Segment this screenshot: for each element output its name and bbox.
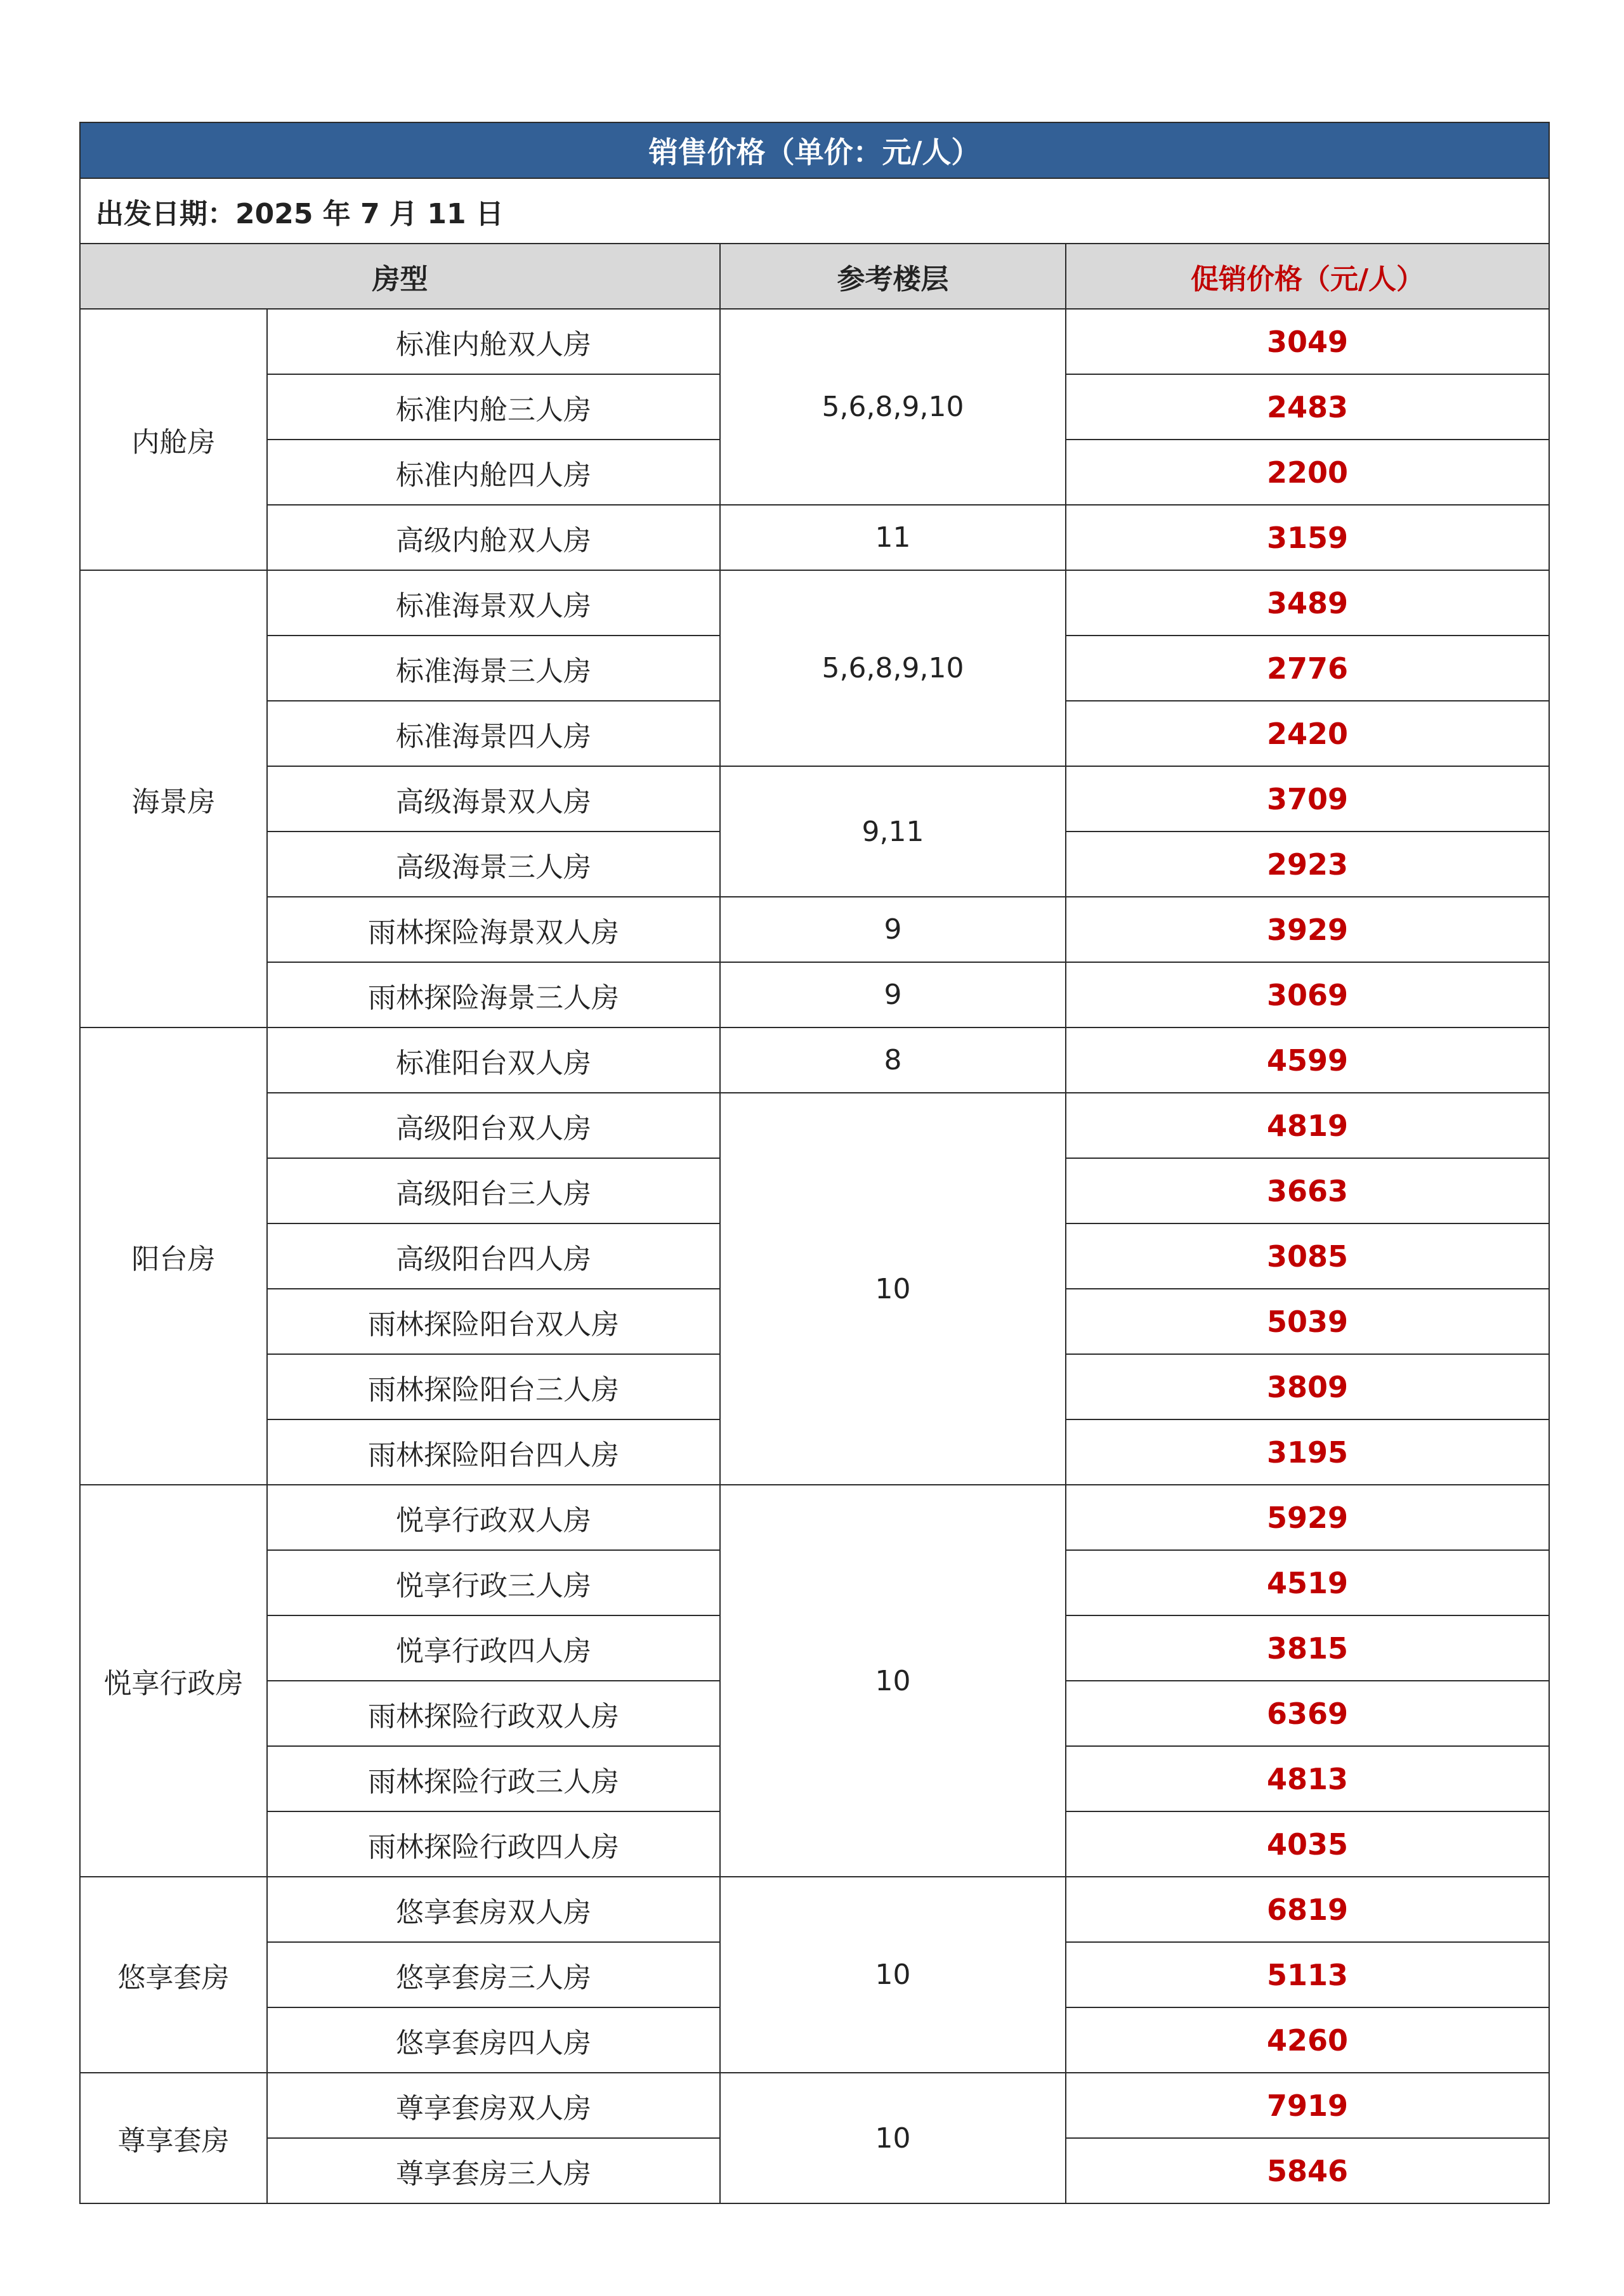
room-name-cell: 雨林探险阳台双人房 [267,1289,720,1354]
table-row [80,570,1549,636]
price-cell: 3159 [1066,505,1549,570]
price-cell: 2420 [1066,701,1549,766]
price-cell: 3929 [1066,897,1549,962]
room-name-cell: 标准内舱三人房 [267,374,720,440]
room-name-cell: 标准海景双人房 [267,570,720,636]
room-name-cell: 标准海景四人房 [267,701,720,766]
room-name-cell: 高级阳台双人房 [267,1093,720,1158]
floor-cell: 10 [720,1877,1066,2073]
category-cell: 海景房 [80,570,267,1027]
room-name-cell: 标准海景三人房 [267,636,720,701]
room-name-cell: 雨林探险阳台三人房 [267,1354,720,1419]
category-cell: 阳台房 [80,1027,267,1485]
category-cell: 内舱房 [80,309,267,570]
room-name-cell: 标准内舱四人房 [267,440,720,505]
price-cell: 7919 [1066,2073,1549,2138]
price-cell: 3195 [1066,1419,1549,1485]
floor-cell: 9 [720,897,1066,962]
room-name-cell: 雨林探险行政双人房 [267,1681,720,1746]
table-row [80,962,1549,1027]
price-cell: 5846 [1066,2138,1549,2203]
price-cell: 3085 [1066,1223,1549,1289]
room-name-cell: 雨林探险行政三人房 [267,1746,720,1811]
departure-date: 出发日期：2025 年 7 月 11 日 [80,178,1549,244]
category-cell: 悦享行政房 [80,1485,267,1877]
price-cell: 3815 [1066,1615,1549,1681]
price-cell: 4813 [1066,1746,1549,1811]
room-name-cell: 标准阳台双人房 [267,1027,720,1093]
room-name-cell: 高级内舱双人房 [267,505,720,570]
price-cell: 6819 [1066,1877,1549,1942]
room-name-cell: 雨林探险阳台四人房 [267,1419,720,1485]
price-cell: 3663 [1066,1158,1549,1223]
table-row [80,1093,1549,1158]
floor-cell: 11 [720,505,1066,570]
price-cell: 5113 [1066,1942,1549,2007]
header-room-type: 房型 [80,244,720,309]
price-cell: 4819 [1066,1093,1549,1158]
price-cell: 2776 [1066,636,1549,701]
room-name-cell: 悠享套房双人房 [267,1877,720,1942]
header-price: 促销价格（元/人） [1066,244,1549,309]
table-row [80,1877,1549,1942]
floor-cell: 9,11 [720,766,1066,897]
floor-cell: 10 [720,2073,1066,2203]
price-cell: 5039 [1066,1289,1549,1354]
price-cell: 3809 [1066,1354,1549,1419]
price-cell: 3709 [1066,766,1549,832]
room-name-cell: 悠享套房三人房 [267,1942,720,2007]
room-name-cell: 高级海景三人房 [267,832,720,897]
category-cell: 尊享套房 [80,2073,267,2203]
price-cell: 4599 [1066,1027,1549,1093]
price-cell: 4260 [1066,2007,1549,2073]
table-row [80,897,1549,962]
floor-cell: 9 [720,962,1066,1027]
price-cell: 3489 [1066,570,1549,636]
price-cell: 2200 [1066,440,1549,505]
room-name-cell: 悠享套房四人房 [267,2007,720,2073]
room-name-cell: 高级阳台四人房 [267,1223,720,1289]
category-cell: 悠享套房 [80,1877,267,2073]
table-row [80,1027,1549,1093]
price-cell: 3069 [1066,962,1549,1027]
table-row [80,2073,1549,2138]
room-name-cell: 悦享行政三人房 [267,1550,720,1615]
header-floor: 参考楼层 [720,244,1066,309]
room-name-cell: 尊享套房双人房 [267,2073,720,2138]
price-cell: 6369 [1066,1681,1549,1746]
table-title: 销售价格（单价：元/人） [80,122,1549,178]
table-row [80,766,1549,832]
price-table [79,122,1550,2204]
price-cell: 4035 [1066,1811,1549,1877]
room-name-cell: 悦享行政四人房 [267,1615,720,1681]
price-cell: 2483 [1066,374,1549,440]
room-name-cell: 雨林探险行政四人房 [267,1811,720,1877]
floor-cell: 5,6,8,9,10 [720,570,1066,766]
room-name-cell: 高级阳台三人房 [267,1158,720,1223]
floor-cell: 10 [720,1485,1066,1877]
room-name-cell: 高级海景双人房 [267,766,720,832]
floor-cell: 10 [720,1093,1066,1485]
room-name-cell: 标准内舱双人房 [267,309,720,374]
room-name-cell: 雨林探险海景三人房 [267,962,720,1027]
price-cell: 3049 [1066,309,1549,374]
price-cell: 5929 [1066,1485,1549,1550]
price-cell: 2923 [1066,832,1549,897]
room-name-cell: 悦享行政双人房 [267,1485,720,1550]
price-cell: 4519 [1066,1550,1549,1615]
table-row [80,309,1549,374]
room-name-cell: 尊享套房三人房 [267,2138,720,2203]
table-row [80,1485,1549,1550]
floor-cell: 8 [720,1027,1066,1093]
floor-cell: 5,6,8,9,10 [720,309,1066,505]
room-name-cell: 雨林探险海景双人房 [267,897,720,962]
table-row [80,505,1549,570]
